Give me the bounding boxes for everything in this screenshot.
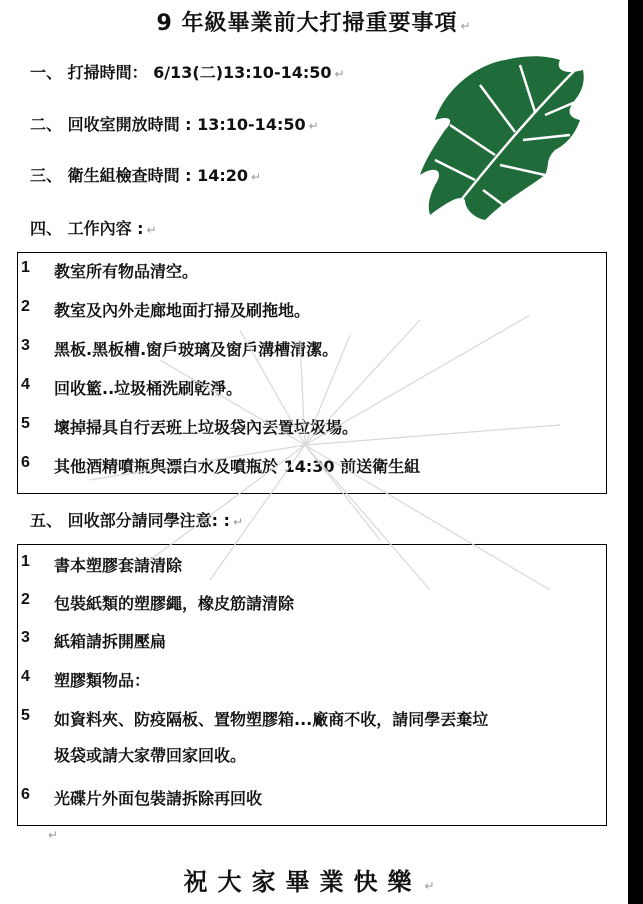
recycle-items-table: 1 書本塑膠套請清除 2 包裝紙類的塑膠繩，橡皮筋請清除 3 紙箱請拆開壓扁 4 塑膠類物品： 5 如資料夾、防疫隔板、置物塑膠箱...廠商不收，請同學丟棄垃 圾袋或請大家帶回家回收。 6 光碟片外面包裝請拆除再回收 xyxy=(17,544,607,826)
section-inspection: 三、 衛生組檢查時間 : 14:20 ↵ xyxy=(30,166,262,185)
closing-greeting: 祝大家畢業快樂 ↵ xyxy=(183,868,445,896)
paragraph-mark: ↵ xyxy=(48,828,59,842)
section-time: 一、 打掃時間： 6/13(二)13:10-14:50 ↵ xyxy=(30,63,345,82)
page-title: 9 年級畢業前大打掃重要事項 ↵ xyxy=(156,11,472,36)
section-recycle-notes: 五、 回收部分請同學注意: : ↵ xyxy=(30,511,244,530)
right-edge-bar xyxy=(628,0,643,904)
section-recycle-room: 二、 回收室開放時間 : 13:10-14:50 ↵ xyxy=(30,115,319,134)
section-work-content: 四、 工作內容 : ↵ xyxy=(30,219,157,238)
monstera-leaf-icon xyxy=(405,50,595,225)
paragraph-mark: ↵ xyxy=(460,19,472,33)
work-items-table: 1 教室所有物品清空。 2 教室及內外走廊地面打掃及刷拖地。 3 黑板.黑板槽.窗戶玻璃及窗戶溝槽清潔。 4 回收籃..垃圾桶洗刷乾淨。 5 壞掉掃具自行丟班上垃圾袋內丟置垃圾場。 6 其他酒精噴瓶與漂白水及噴瓶於 14:30 前送衛生組 xyxy=(17,252,607,494)
